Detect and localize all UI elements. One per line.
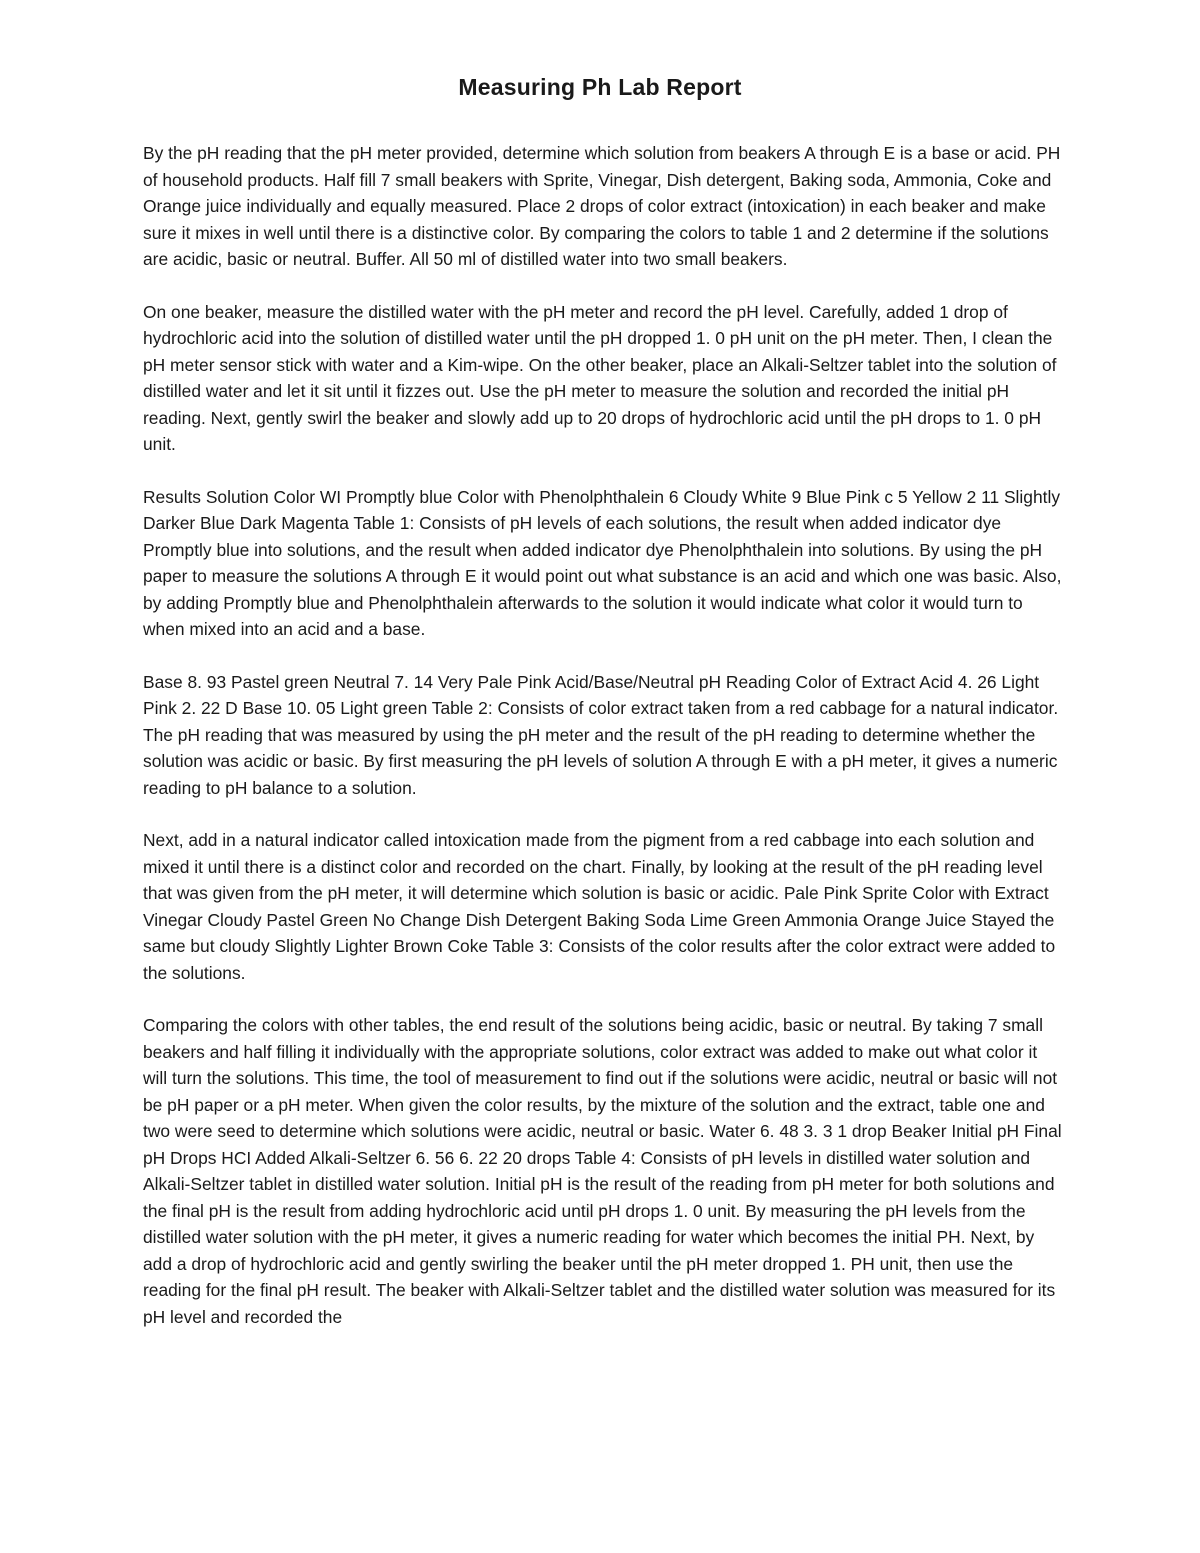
document-body: [143, 140, 1063, 1356]
page-title: Measuring Ph Lab Report: [458, 74, 742, 100]
paragraph-buffer-procedure: On one beaker, measure the distilled water with the pH meter and record the pH level. Carefully, added 1 drop of hydrochloric acid into the solution of distilled water until the pH dropped 1. 0 pH unit on the pH meter. Then, I clean the pH meter sensor stick with water and a Kim-wipe. On the other beaker, place an Alkali-Seltzer tablet into the solution of distilled water and let it sit until it fizzes out. Use the pH meter to measure the solution and recorded the initial pH reading. Next, gently swirl the beaker and slowly add up to 20 drops of hydrochloric acid until the pH drops to 1. 0 pH unit.: [143, 301, 1057, 454]
paragraph-table-2-results: Base 8. 93 Pastel green Neutral 7. 14 Very Pale Pink Acid/Base/Neutral pH Reading Color of Extract Acid 4. 26 Light Pink 2. 22 D Base 10. 05 Light green Table 2: Consists of color extract taken from a red cabbage for a natural indicator. The pH reading that was measured by using the pH meter and the result of the pH reading to determine whether the solution was acidic or basic. By first measuring the pH levels of solution A through E with a pH meter, it gives a numeric reading to pH balance to a solution.: [143, 671, 1059, 798]
paragraph-procedure-intro: By the pH reading that the pH meter provided, determine which solution from beakers A through E is a base or acid. PH of household products. Half fill 7 small beakers with Sprite, Vinegar, Dish detergent, Baking soda, Ammonia, Coke and Orange juice individually and equally measured. Place 2 drops of color extract (intoxication) in each beaker and make sure it mixes in well until there is a distinctive color. By comparing the colors to table 1 and 2 determine if the solutions are acidic, basic or neutral. Buffer. All 50 ml of distilled water into two small beakers.: [143, 143, 1061, 269]
paragraph-table-4-discussion: Comparing the colors with other tables, the end result of the solutions being acidic, basic or neutral. By taking 7 small beakers and half filling it individually with the appropriate solutions, color extract was added to make out what color it will turn the solutions. This time, the tool of measurement to find out if the solutions were acidic, neutral or basic will not be pH paper or a pH meter. When given the color results, by the mixture of the solution and the extract, table one and two were seed to determine which solutions were acidic, neutral or basic. Water 6. 48 3. 3 1 drop Beaker Initial pH Final pH Drops HCI Added Alkali-Seltzer 6. 56 6. 22 20 drops Table 4: Consists of pH levels in distilled water solution and Alkali-Seltzer tablet in distilled water solution. Initial pH is the result of the reading from pH meter for both solutions and the final pH is the result from adding hydrochloric acid until pH drops 1. 0 unit. By measuring the pH levels from the distilled water solution with the pH meter, it gives a numeric reading for water which becomes the initial PH. Next, by add a drop of hydrochloric acid and gently swirling the beaker until the pH meter dropped 1. PH unit, then use the reading for the final pH result. The beaker with Alkali-Seltzer tablet and the distilled water solution was measured for its pH level and recorded the: [143, 1015, 1062, 1327]
paragraph-table-1-results: Results Solution Color WI Promptly blue Color with Phenolphthalein 6 Cloudy White 9 Blue Pink c 5 Yellow 2 11 Slightly Darker Blue Dark Magenta Table 1: Consists of pH levels of each solutions, the result when added indicator dye Promptly blue into solutions, and the result when added indicator dye Phenolphthalein into solutions. By using the pH paper to measure the solutions A through E it would point out what substance is an acid and which one was basic. Also, by adding Promptly blue and Phenolphthalein afterwards to the solution it would indicate what color it would turn to when mixed into an acid and a base.: [143, 486, 1062, 639]
paragraph-table-3-results: Next, add in a natural indicator called intoxication made from the pigment from a red cabbage into each solution and mixed it until there is a distinct color and recorded on the chart. Finally, by looking at the result of the pH reading level that was given from the pH meter, it will determine which solution is basic or acidic. Pale Pink Sprite Color with Extract Vinegar Cloudy Pastel Green No Change Dish Detergent Baking Soda Lime Green Ammonia Orange Juice Stayed the same but cloudy Slightly Lighter Brown Coke Table 3: Consists of the color results after the color extract were added to the solutions.: [143, 830, 1056, 983]
